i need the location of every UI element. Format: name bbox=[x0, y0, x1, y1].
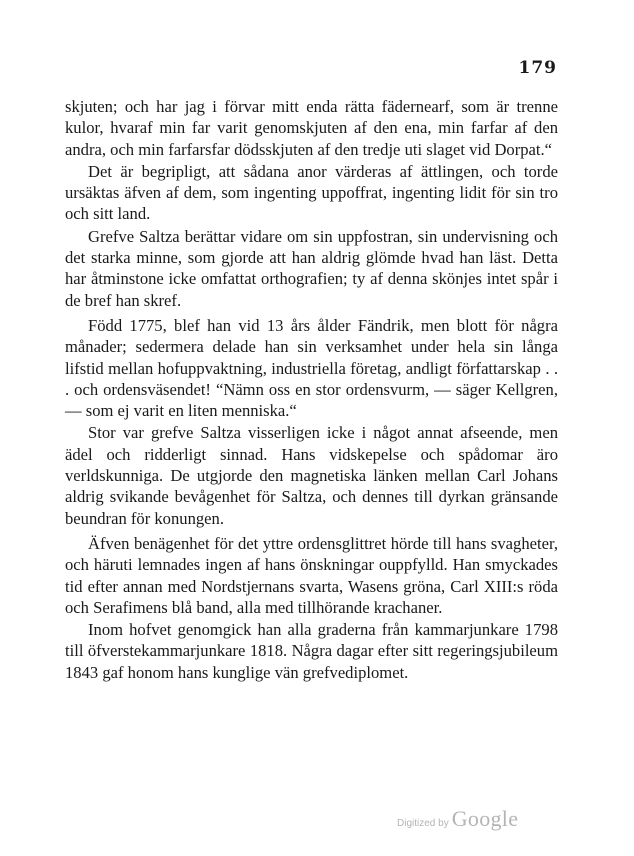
paragraph-6: Äfven benägenhet för det yttre ordensglittret hörde till hans svagheter, och häruti lemnades ingen af hans önskningar ouppfylld. Han smyckades tid efter annan med Nordstjernans svarta, Wasens gröna, Carl XIII:s röda och Serafimens blå band, alla med tillhörande krachaner. bbox=[65, 533, 558, 617]
page-number: 179 bbox=[518, 58, 557, 78]
digitized-watermark bbox=[397, 806, 518, 832]
body-text bbox=[65, 96, 558, 683]
paragraph-2: Det är begripligt, att sådana anor värderas af ättlingen, och torde ursäktas äfven af dem, som ingenting uppoffrat, ingenting lidit för sin tro och sitt land. bbox=[65, 161, 558, 224]
paragraph-3: Grefve Saltza berättar vidare om sin uppfostran, sin undervisning och det starka minne, som gjorde att han aldrig glömde hvad han läst. Detta har åtminstone icke omfattat orthografien; ty af denna skönjes intet spår i de bref han skref. bbox=[65, 226, 558, 310]
google-logo: Google bbox=[451, 806, 519, 831]
paragraph-4: Född 1775, blef han vid 13 års ålder Fändrik, men blott för några månader; sedermera delade han sin verksamhet under hela sin långa lifstid mellan hofuppvaktning, industriella företag, andligt författarskap . . . och ordensväsendet! “Nämn oss en stor ordensvurm, — säger Kellgren, — som ej varit en liten menniska.“ bbox=[65, 315, 558, 421]
paragraph-5: Stor var grefve Saltza visserligen icke i något annat afseende, men ädel och ridderligt sinnad. Hans vidskepelse och spådomar äro verldskunniga. De utgjorde den magnetiska länken mellan Carl Johans aldrig svikande bevågenhet för Saltza, och dennes till dyrkan gränsande beundran för konungen. bbox=[65, 423, 558, 528]
paragraph-1: skjuten; och har jag i förvar mitt enda rätta fädernearf, som är trenne kulor, hvaraf min far varit genomskjuten af den ena, min farfar af den andra, och min farfarsfar dödsskjuten af den tredje uti slaget vid Dorpat.“ bbox=[65, 97, 558, 159]
watermark-prefix: Digitized by bbox=[397, 818, 449, 829]
paragraph-7: Inom hofvet genomgick han alla graderna från kammarjunkare 1798 till öfverstekammarjunkare 1818. Några dagar efter sitt regeringsjubileum 1843 gaf honom hans kunglige vän grefvediplomet. bbox=[65, 620, 558, 682]
